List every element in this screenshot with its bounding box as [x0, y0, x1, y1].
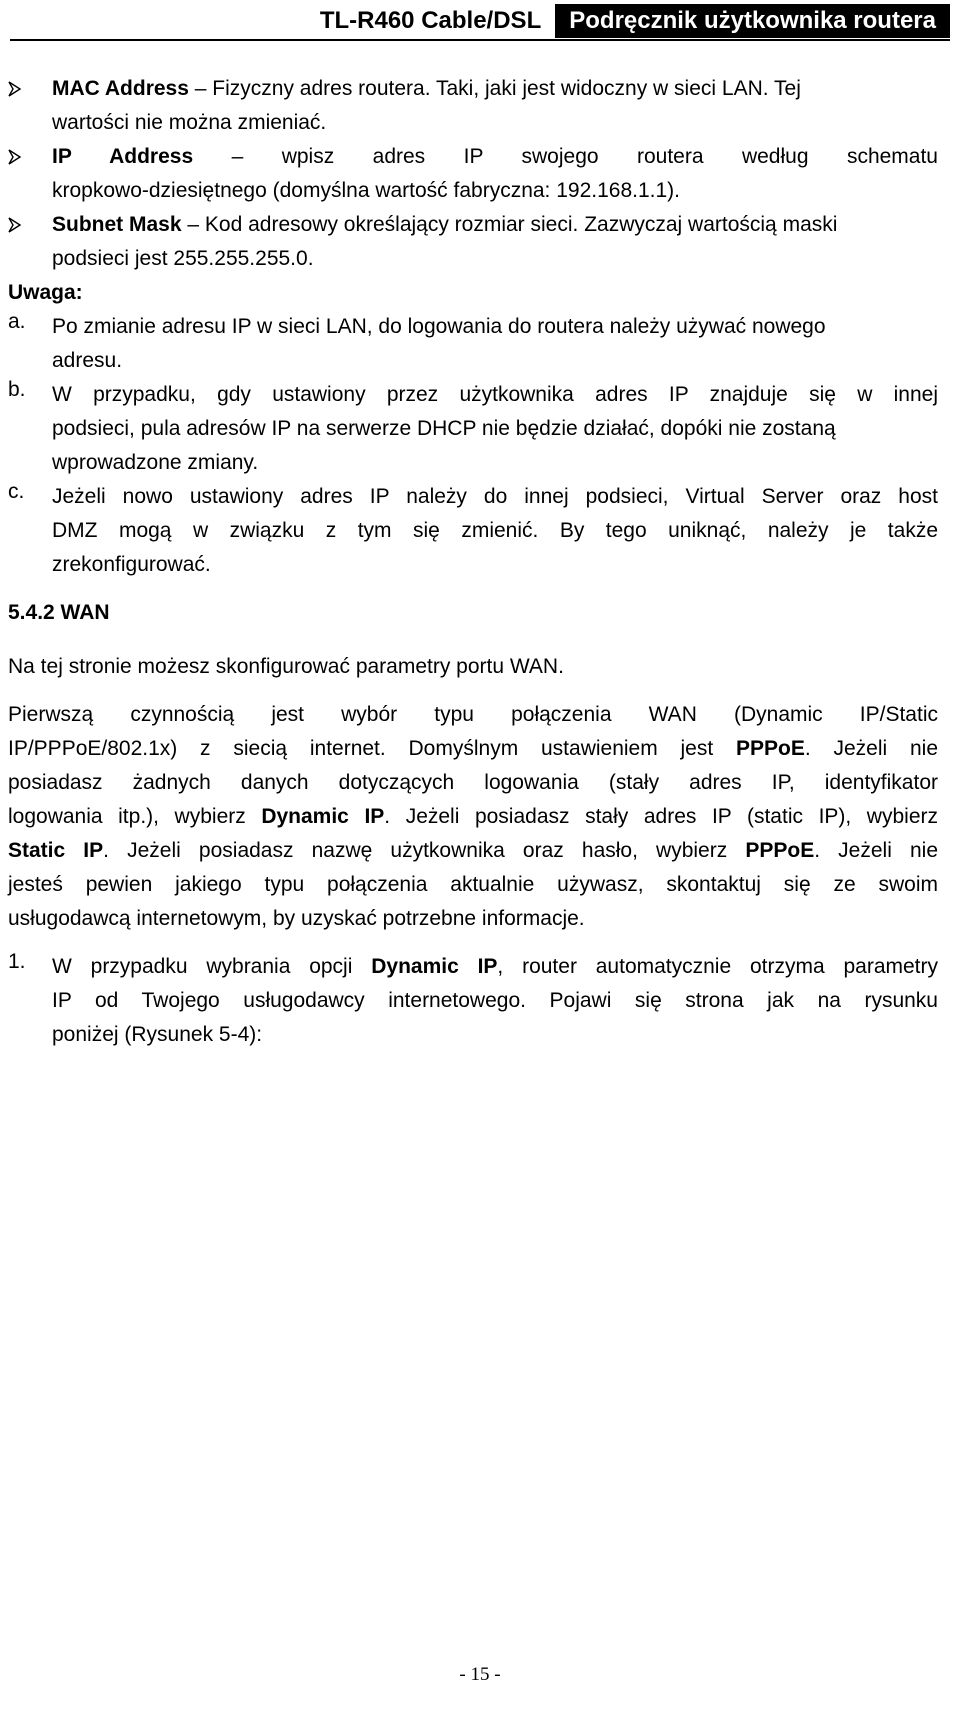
section-intro: Na tej stronie możesz skonfigurować parametry portu WAN. — [8, 655, 564, 678]
bullet-text: – Fizyczny adres routera. Taki, jaki jest widoczny w sieci LAN. Tej — [194, 77, 801, 100]
note-item-c — [8, 480, 938, 582]
arrowhead-bullet-icon — [8, 72, 28, 103]
bullet-text: wartości nie można zmieniać. — [52, 111, 327, 134]
paragraph-emphasis: PPPoE — [736, 737, 805, 760]
note-marker: b. — [8, 378, 26, 401]
section-heading-text: 5.4.2 WAN — [8, 601, 110, 624]
paragraph-text: . Jeżeli nie — [814, 839, 939, 862]
step-text: , router automatycznie otrzyma parametry — [497, 955, 938, 978]
term-ip-address: IP Address — [52, 145, 194, 168]
bullet-text: podsieci jest 255.255.255.0. — [52, 247, 314, 270]
bullet-text: kropkowo-dziesiętnego (domyślna wartość fabryczna: 192.168.1.1). — [52, 179, 680, 202]
header-product-name: TL-R460 Cable/DSL — [319, 7, 542, 34]
note-text: DMZ mogą w związku z tym się zmienić. By tego uniknąć, należy je także — [52, 519, 938, 542]
paragraph-text: Pierwszą czynnością jest wybór typu połączenia WAN (Dynamic IP/Static — [8, 703, 938, 726]
header-manual-title: Podręcznik użytkownika routera — [555, 4, 950, 38]
note-text: Po zmianie adresu IP w sieci LAN, do logowania do routera należy używać nowego — [52, 315, 826, 338]
note-text: wprowadzone zmiany. — [52, 451, 259, 474]
bullet-text: – wpisz adres IP swojego routera według schematu — [231, 145, 938, 168]
note-text: podsieci, pula adresów IP na serwerze DHCP nie będzie działać, dopóki nie zostaną — [52, 417, 836, 440]
note-text: zrekonfigurować. — [52, 553, 211, 576]
bullet-text: – Kod adresowy określający rozmiar sieci. Zazwyczaj wartością maski — [187, 213, 838, 236]
page-content — [8, 72, 938, 1052]
step-text: poniżej (Rysunek 5-4): — [52, 1023, 263, 1046]
header-divider — [10, 39, 950, 41]
paragraph-text: posiadasz żadnych danych dotyczących logowania (stały adres IP, identyfikator — [8, 771, 938, 794]
arrowhead-bullet-icon — [8, 140, 28, 171]
term-mac-address: MAC Address — [52, 77, 189, 100]
page-header — [320, 4, 950, 38]
paragraph-text: usługodawcą internetowym, by uzyskać potrzebne informacje. — [8, 907, 585, 930]
note-text: W przypadku, gdy ustawiony przez użytkownika adres IP znajduje się w innej — [52, 383, 938, 406]
paragraph-text: . Jeżeli posiadasz stały adres IP (static IP), wybierz — [384, 805, 938, 828]
paragraph-text: IP/PPPoE/802.1x) z siecią internet. Domyślnym ustawieniem jest — [8, 737, 736, 760]
paragraph-text: . Jeżeli nie — [804, 737, 939, 760]
note-heading-text: Uwaga: — [8, 281, 83, 304]
paragraph-text: jesteś pewien jakiego typu połączenia aktualnie używasz, skontaktuj się ze swoim — [8, 873, 938, 896]
bullet-mac-address — [8, 72, 938, 140]
note-item-a — [8, 310, 938, 378]
note-marker: a. — [8, 310, 26, 333]
step-marker: 1. — [8, 950, 26, 973]
paragraph-text: . Jeżeli posiadasz nazwę użytkownika oraz hasło, wybierz — [103, 839, 746, 862]
page-number: - 15 - — [459, 1664, 501, 1685]
paragraph-emphasis: Static IP — [8, 839, 104, 862]
paragraph-emphasis: Dynamic IP — [261, 805, 385, 828]
note-heading — [8, 276, 938, 310]
step-text: W przypadku wybrania opcji — [52, 955, 372, 978]
arrowhead-bullet-icon — [8, 208, 28, 239]
note-item-b — [8, 378, 938, 480]
bullet-subnet-mask — [8, 208, 938, 276]
paragraph-emphasis: PPPoE — [745, 839, 815, 862]
step-text: IP od Twojego usługodawcy internetowego. Pojawi się strona jak na rysunku — [52, 989, 938, 1012]
numbered-step-1 — [8, 950, 938, 1052]
paragraph-text: logowania itp.), wybierz — [8, 805, 262, 828]
note-marker: c. — [8, 480, 25, 503]
term-subnet-mask: Subnet Mask — [52, 213, 182, 236]
note-text: adresu. — [52, 349, 123, 372]
section-paragraph — [8, 698, 938, 936]
step-emphasis: Dynamic IP — [371, 955, 498, 978]
section-heading — [8, 596, 938, 630]
note-text: Jeżeli nowo ustawiony adres IP należy do innej podsieci, Virtual Server oraz host — [52, 485, 938, 508]
bullet-ip-address — [8, 140, 938, 208]
